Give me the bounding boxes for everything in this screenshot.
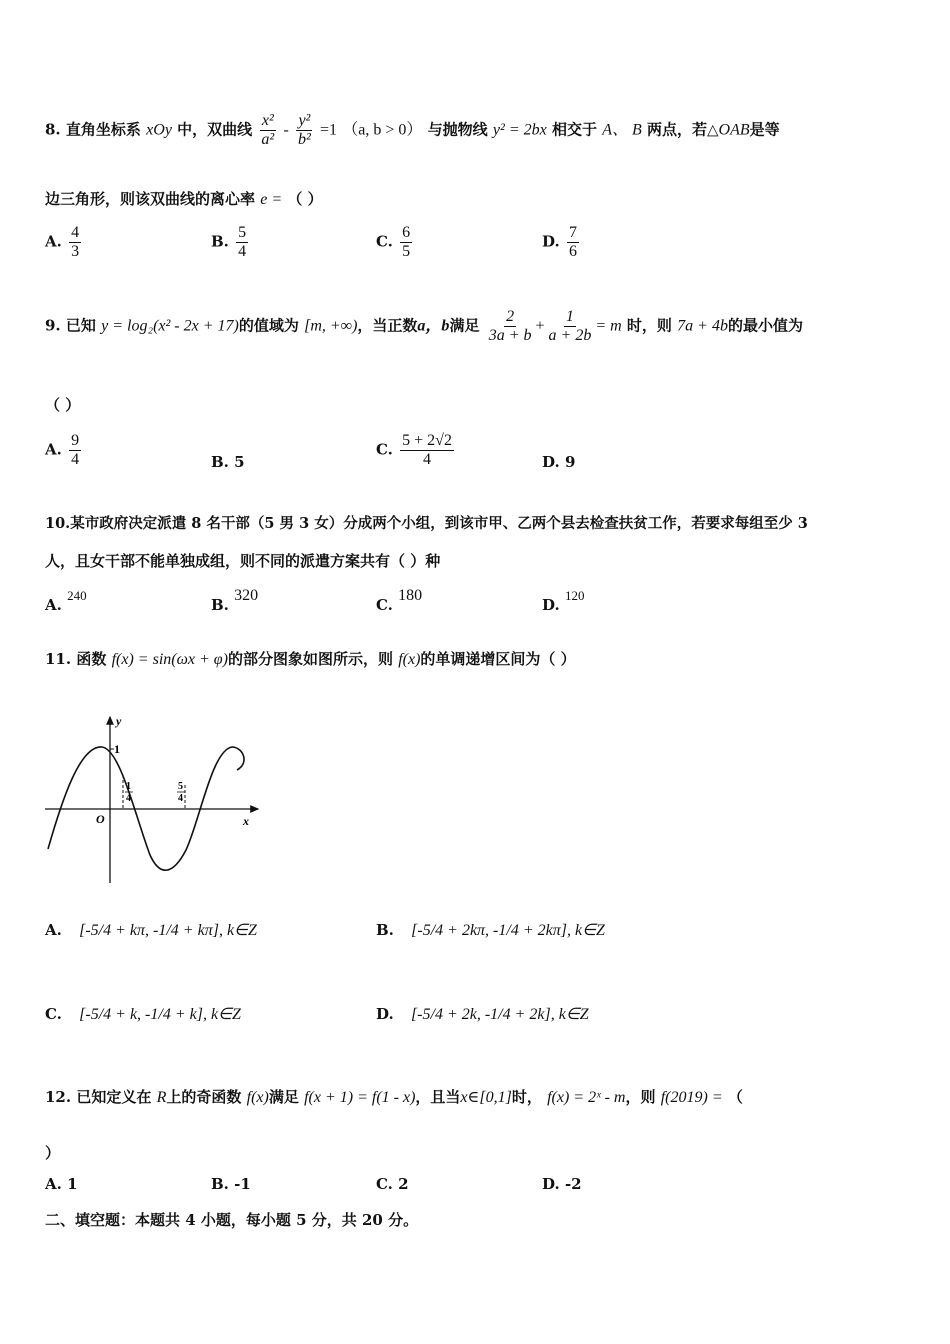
- q8-option-c[interactable]: C. $\frac{6}{5}$: [376, 224, 411, 260]
- tick1-den: 4: [126, 793, 131, 804]
- q11-option-c[interactable]: C. [-5/4 + k, -1/4 + k], k∈Z: [45, 1005, 241, 1023]
- tick2-num: 5: [178, 781, 183, 792]
- q10-option-b[interactable]: B. 320: [211, 587, 259, 614]
- origin-label: O: [96, 812, 105, 826]
- q9-line2: （ ）: [45, 396, 81, 414]
- q12-option-c[interactable]: C. 2: [376, 1175, 409, 1193]
- sine-graph: [40, 705, 270, 890]
- q9-option-c[interactable]: C. $\frac{5 + 2√2}{4}$: [376, 432, 452, 468]
- q12-option-b[interactable]: B. -1: [211, 1175, 251, 1193]
- q12-line2: ）: [45, 1144, 61, 1162]
- q11-line1: 11. 函数 f(x) = sin(ωx + φ)的部分图象如图所示，则 f(x)的单调递增区间为（ ）: [45, 650, 576, 668]
- q10-option-a[interactable]: A. 240: [45, 588, 87, 614]
- one-label: 1: [114, 742, 120, 756]
- section-heading: 二、填空题：本题共 4 小题，每小题 5 分，共 20 分。: [45, 1211, 419, 1229]
- tick2-den: 4: [178, 793, 183, 804]
- q9-line1: 9. 已知 y = log₂(x² - 2x + 17)的值域为 [m, +∞)，当正数a，b满足 $\frac{2}{3a + b}$ + $\frac{1}{a + 2b}$ = m 时，则 7a + 4b的最小值为: [45, 308, 803, 344]
- q11-number: 11.: [45, 650, 72, 668]
- q9-option-d[interactable]: D. 9: [542, 453, 576, 471]
- q10-line2: 人，且女干部不能单独成组，则不同的派遣方案共有（ ）种: [45, 552, 441, 570]
- q12-number: 12.: [45, 1088, 72, 1106]
- q9-option-b[interactable]: B. 5: [211, 453, 245, 471]
- q10-option-d[interactable]: D. 120: [542, 588, 585, 614]
- q11-option-b[interactable]: B. [-5/4 + 2kπ, -1/4 + 2kπ], k∈Z: [376, 921, 605, 939]
- tick1-num: 1: [126, 781, 131, 792]
- q9-number: 9.: [45, 316, 61, 335]
- q10-line1: 10.某市政府决定派遣 8 名干部（5 男 3 女）分成两个小组，到该市甲、乙两个县去检查扶贫工作，若要求每组至少 3: [45, 515, 808, 532]
- q11-option-d[interactable]: D. [-5/4 + 2k, -1/4 + 2k], k∈Z: [376, 1005, 589, 1023]
- y-axis-label: y: [116, 714, 122, 728]
- q8-line2: 边三角形，则该双曲线的离心率 e = （ ）: [45, 190, 323, 208]
- q8-line1: 8. 直角坐标系 xOy 中，双曲线 $\frac{\text{x²}}{\text{a²}}$ - $\frac{\text{y²}}{\text{b²}}$ =1 （a, b > 0） 与抛物线 y² = 2bx 相交于 A、 B 两点，若△OAB是等: [45, 112, 780, 148]
- q8-option-a[interactable]: A. $\frac{4}{3}$: [45, 224, 80, 260]
- q12-option-a[interactable]: A. 1: [45, 1175, 78, 1193]
- q10-option-c[interactable]: C. 180: [376, 587, 423, 614]
- q10-number: 10.: [45, 515, 71, 532]
- q12-option-d[interactable]: D. -2: [542, 1175, 582, 1193]
- q12-line1: 12. 已知定义在 R上的奇函数 f(x)满足 f(x + 1) = f(1 - x)，且当x∈[0,1]时， f(x) = 2ˣ - m，则 f(2019) = （: [45, 1088, 743, 1106]
- q8-option-d[interactable]: D. $\frac{7}{6}$: [542, 224, 577, 260]
- q8-number: 8.: [45, 120, 61, 139]
- q9-option-a[interactable]: A. $\frac{9}{4}$: [45, 432, 80, 468]
- q11-option-a[interactable]: A. [-5/4 + kπ, -1/4 + kπ], k∈Z: [45, 921, 257, 939]
- x-axis-label: x: [243, 814, 249, 828]
- q8-option-b[interactable]: B. $\frac{5}{4}$: [211, 224, 247, 260]
